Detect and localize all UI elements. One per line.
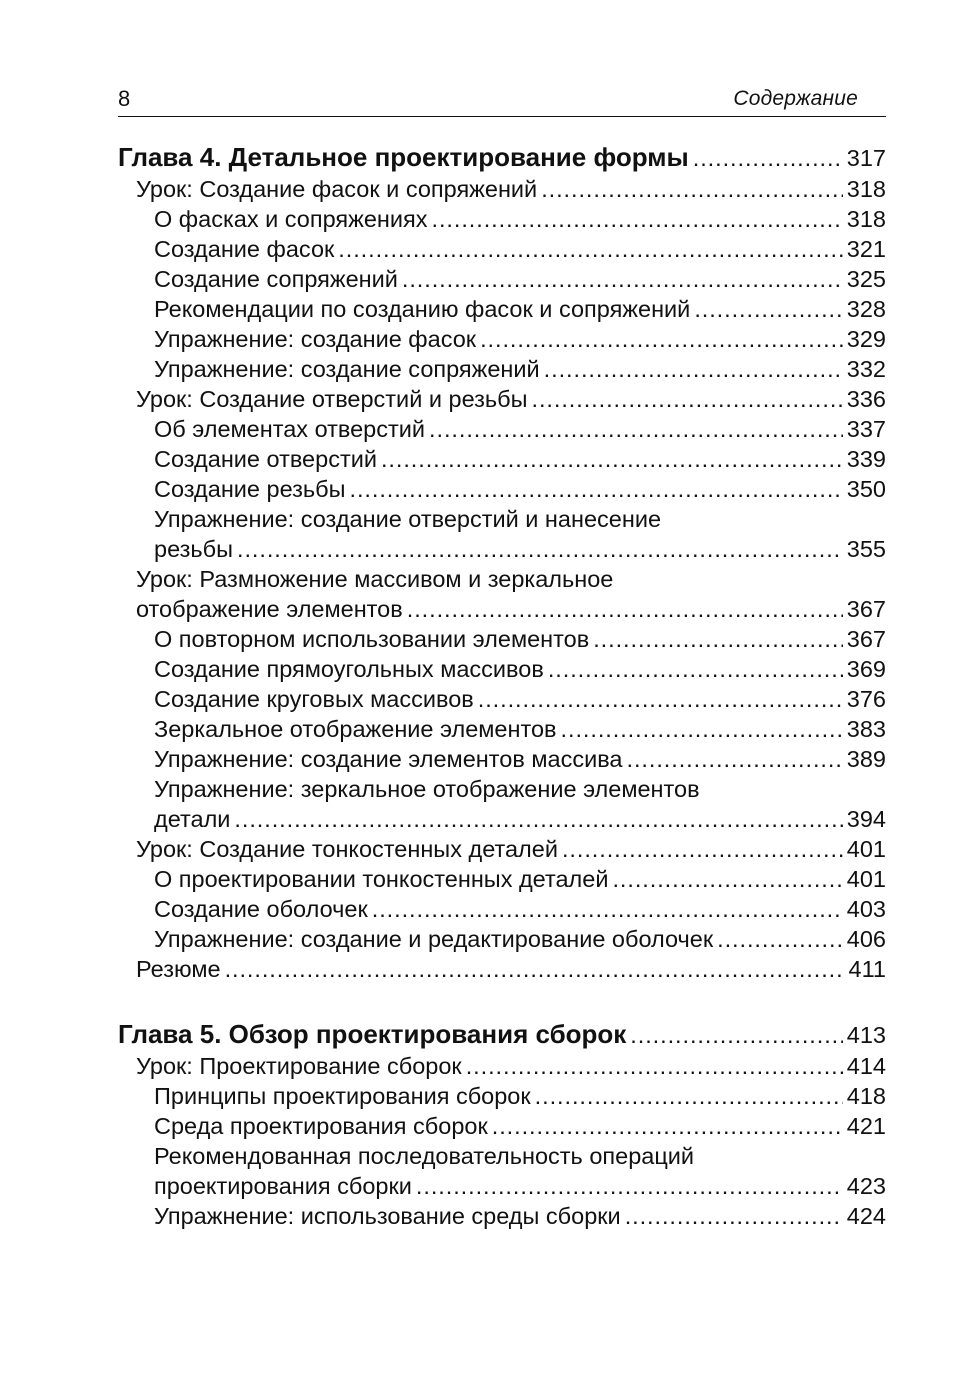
toc-entry-section[interactable] — [118, 1201, 886, 1231]
toc-entry-title: Резюме — [136, 956, 221, 982]
toc-entry-section[interactable] — [118, 744, 886, 774]
toc-entry-page: 401 — [846, 866, 886, 892]
toc-entry-page: 318 — [846, 176, 886, 202]
toc-entry-title: Создание отверстий — [154, 446, 377, 472]
toc-entry-page: 329 — [846, 326, 886, 352]
toc-entry-section[interactable] — [118, 324, 886, 354]
toc-entry-title-line1: Урок: Размножение массивом и зеркальное — [136, 566, 614, 592]
toc-entry-title: Глава 4. Детальное проектирование формы — [118, 142, 689, 172]
toc-entry-page: 336 — [846, 386, 886, 412]
toc-entry-title: Урок: Проектирование сборок — [136, 1053, 462, 1079]
toc-entry-section[interactable] — [118, 474, 886, 504]
toc-entry-title: Урок: Создание тонкостенных деталей — [136, 836, 558, 862]
toc-entry-title: О повторном использовании элементов — [154, 626, 590, 652]
toc-entry-page: 376 — [846, 686, 886, 712]
dot-leader — [532, 384, 843, 414]
toc-entry-title: детали — [154, 806, 231, 832]
dot-leader — [381, 444, 843, 474]
toc-entry-title: Урок: Создание отверстий и резьбы — [136, 386, 528, 412]
toc-entry-lesson[interactable] — [118, 594, 886, 624]
toc-entry-title: Создание сопряжений — [154, 266, 398, 292]
table-of-contents — [118, 141, 886, 1231]
toc-entry-page: 367 — [846, 626, 886, 652]
toc-entry-section[interactable] — [118, 414, 886, 444]
dot-leader — [544, 354, 843, 384]
toc-entry-title: резьбы — [154, 536, 233, 562]
toc-entry-page: 401 — [846, 836, 886, 862]
toc-entry-title: Упражнение: использование среды сборки — [154, 1203, 621, 1229]
toc-entry-page: 325 — [846, 266, 886, 292]
toc-entry-title-line1: Упражнение: зеркальное отображение элементов — [154, 776, 700, 802]
dot-leader — [431, 204, 842, 234]
toc-entry-page: 423 — [846, 1173, 886, 1199]
toc-entry-lesson[interactable] — [118, 384, 886, 414]
toc-entry-section[interactable] — [118, 534, 886, 564]
dot-leader — [372, 894, 843, 924]
toc-entry-page: 339 — [846, 446, 886, 472]
toc-entry-title: Создание прямоугольных массивов — [154, 656, 544, 682]
toc-entry-section[interactable] — [118, 1111, 886, 1141]
dot-leader — [350, 474, 843, 504]
dot-leader — [407, 594, 843, 624]
toc-entry-section[interactable] — [118, 624, 886, 654]
dot-leader — [630, 1019, 842, 1051]
toc-entry-section[interactable] — [118, 924, 886, 954]
dot-leader — [693, 142, 843, 174]
toc-entry-section[interactable] — [118, 804, 886, 834]
toc-entry-title-line1: Рекомендованная последовательность операций — [154, 1143, 695, 1169]
toc-entry-title: проектирования сборки — [154, 1173, 412, 1199]
toc-entry-title: Создание резьбы — [154, 476, 346, 502]
toc-entry-page: 406 — [846, 926, 886, 952]
page-number: 8 — [118, 86, 131, 111]
toc-entry-title: Упражнение: создание сопряжений — [154, 356, 540, 382]
toc-entry-section[interactable] — [118, 294, 886, 324]
toc-entry-page: 394 — [846, 806, 886, 832]
toc-entry-title: Урок: Создание фасок и сопряжений — [136, 176, 538, 202]
toc-entry-page: 332 — [846, 356, 886, 382]
toc-entry-title: Глава 5. Обзор проектирования сборок — [118, 1019, 627, 1049]
toc-entry-page: 367 — [846, 596, 886, 622]
toc-entry-title: Создание круговых массивов — [154, 686, 474, 712]
toc-entry-page: 389 — [846, 746, 886, 772]
toc-entry-title: Упражнение: создание элементов массива — [154, 746, 623, 772]
toc-entry-page: 411 — [848, 956, 886, 982]
dot-leader — [492, 1111, 843, 1141]
chapter-gap — [118, 984, 886, 1018]
dot-leader — [562, 834, 843, 864]
dot-leader — [627, 744, 843, 774]
dot-leader — [237, 534, 843, 564]
toc-entry-title: Создание фасок — [154, 236, 335, 262]
toc-entry-lesson[interactable] — [118, 174, 886, 204]
dot-leader — [694, 294, 842, 324]
toc-entry-section[interactable] — [118, 684, 886, 714]
toc-entry-page: 403 — [846, 896, 886, 922]
toc-entry-title: О проектировании тонкостенных деталей — [154, 866, 609, 892]
toc-entry-chapter-4[interactable] — [118, 141, 886, 174]
toc-entry-section[interactable] — [118, 864, 886, 894]
dot-leader — [234, 804, 842, 834]
toc-entry-title-line1: Упражнение: создание отверстий и нанесение — [154, 506, 662, 532]
toc-entry-page: 318 — [846, 206, 886, 232]
toc-entry-section[interactable] — [118, 1081, 886, 1111]
dot-leader — [478, 684, 843, 714]
toc-entry-title: отображение элементов — [136, 596, 403, 622]
toc-entry-section[interactable] — [118, 894, 886, 924]
toc-entry-title: Принципы проектирования сборок — [154, 1083, 531, 1109]
toc-entry-section[interactable] — [118, 354, 886, 384]
toc-entry-lesson[interactable] — [118, 1051, 886, 1081]
dot-leader — [593, 624, 843, 654]
toc-entry-title: Упражнение: создание и редактирование оболочек — [154, 926, 714, 952]
dot-leader — [480, 324, 843, 354]
toc-entry-page: 321 — [846, 236, 886, 262]
toc-entry-section[interactable] — [118, 714, 886, 744]
toc-entry-title: Упражнение: создание фасок — [154, 326, 477, 352]
toc-entry-section[interactable] — [118, 234, 886, 264]
toc-entry-page: 355 — [846, 536, 886, 562]
toc-entry-title: Рекомендации по созданию фасок и сопряжений — [154, 296, 691, 322]
dot-leader — [416, 1171, 843, 1201]
dot-leader — [625, 1201, 843, 1231]
toc-entry-page: 369 — [846, 656, 886, 682]
dot-leader — [612, 864, 842, 894]
toc-entry-page: 424 — [846, 1203, 886, 1229]
dot-leader — [429, 414, 843, 444]
toc-entry-page: 421 — [846, 1113, 886, 1139]
toc-entry-title: Об элементах отверстий — [154, 416, 426, 442]
dot-leader — [338, 234, 842, 264]
toc-entry-title: Зеркальное отображение элементов — [154, 716, 557, 742]
toc-entry-section[interactable] — [118, 264, 886, 294]
dot-leader — [535, 1081, 843, 1111]
dot-leader — [548, 654, 843, 684]
dot-leader — [402, 264, 843, 294]
dot-leader — [717, 924, 843, 954]
running-title: Содержание — [733, 87, 858, 110]
toc-entry-section[interactable] — [118, 444, 886, 474]
toc-entry-page: 328 — [846, 296, 886, 322]
toc-entry-section[interactable] — [118, 1171, 886, 1201]
toc-entry-page: 337 — [846, 416, 886, 442]
toc-entry-title: Создание оболочек — [154, 896, 368, 922]
toc-entry-chapter-5[interactable] — [118, 1018, 886, 1051]
toc-entry-summary[interactable] — [118, 954, 886, 984]
toc-entry-page: 413 — [846, 1022, 886, 1048]
toc-entry-page: 317 — [846, 145, 886, 171]
toc-entry-title: О фасках и сопряжениях — [154, 206, 428, 232]
page-header — [118, 84, 886, 117]
toc-entry-page: 414 — [846, 1053, 886, 1079]
toc-entry-title: Среда проектирования сборок — [154, 1113, 488, 1139]
toc-entry-section[interactable] — [118, 204, 886, 234]
dot-leader — [225, 954, 845, 984]
toc-entry-page: 350 — [846, 476, 886, 502]
toc-entry-page: 418 — [846, 1083, 886, 1109]
toc-entry-page: 383 — [846, 716, 886, 742]
dot-leader — [561, 714, 843, 744]
toc-entry-lesson[interactable] — [118, 834, 886, 864]
dot-leader — [541, 174, 843, 204]
toc-entry-section[interactable] — [118, 654, 886, 684]
dot-leader — [466, 1051, 843, 1081]
